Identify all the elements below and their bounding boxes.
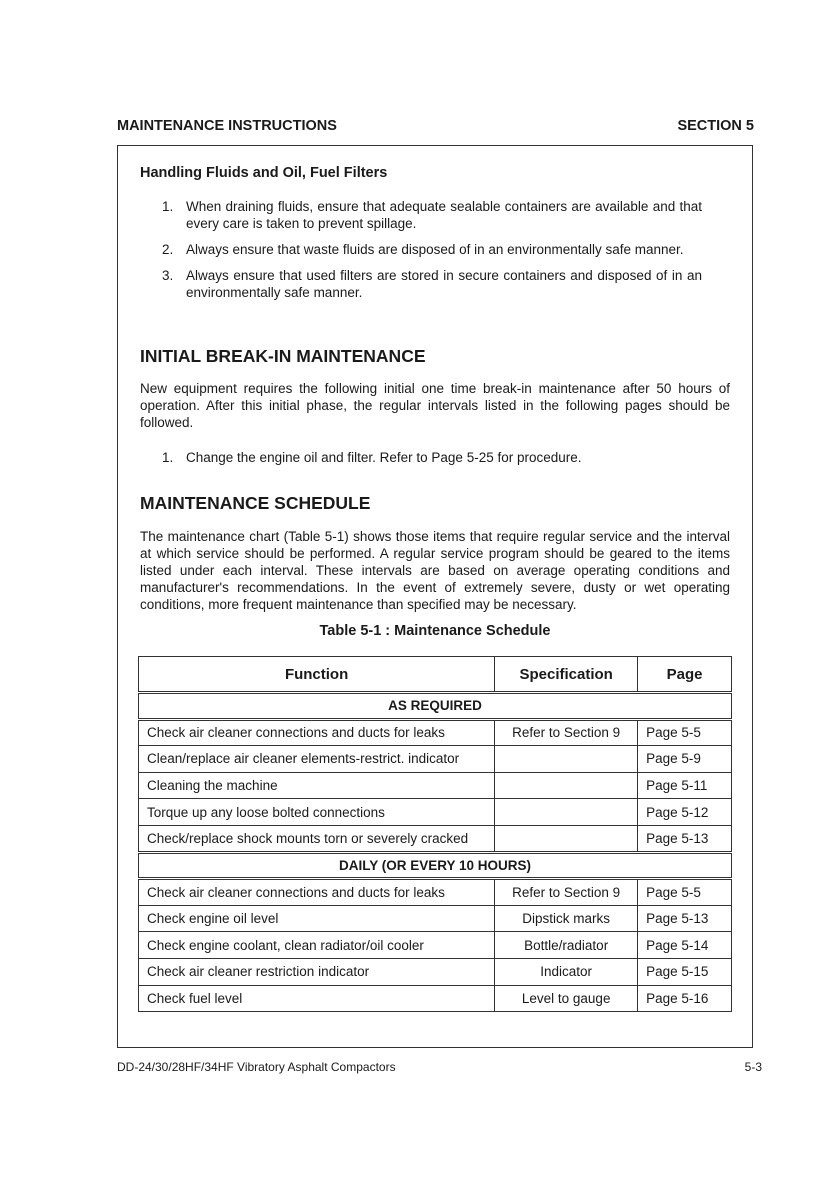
cell-page: Page 5-5 [638,719,732,746]
cell-function: Check air cleaner connections and ducts for leaks [139,879,495,906]
cell-function: Check/replace shock mounts torn or severely cracked [139,825,495,852]
item-text: When draining fluids, ensure that adequate sealable containers are available and that every care is taken to prevent spillage. [186,199,702,231]
cell-function: Check fuel level [139,985,495,1012]
item-text: Always ensure that used filters are stored in secure containers and disposed of in an environmentally safe manner. [186,268,702,300]
cell-page: Page 5-15 [638,958,732,985]
group-label: AS REQUIRED [139,693,732,720]
cell-page: Page 5-12 [638,799,732,826]
table-row [139,825,732,852]
cell-function: Check engine oil level [139,905,495,932]
cell-function: Torque up any loose bolted connections [139,799,495,826]
cell-specification [495,825,638,852]
table-header-row [139,657,732,693]
cell-function: Cleaning the machine [139,772,495,799]
breakin-heading: INITIAL BREAK-IN MAINTENANCE [140,346,426,366]
table-row [139,985,732,1012]
cell-specification: Bottle/radiator [495,932,638,959]
header-section: SECTION 5 [677,118,754,134]
table-row [139,879,732,906]
list-item [162,198,702,232]
table-row [139,719,732,746]
cell-page: Page 5-11 [638,772,732,799]
cell-page: Page 5-5 [638,879,732,906]
cell-page: Page 5-13 [638,905,732,932]
breakin-list [162,449,702,475]
cell-page: Page 5-9 [638,746,732,773]
schedule-heading: MAINTENANCE SCHEDULE [140,493,371,513]
table-row [139,799,732,826]
footer-product: DD-24/30/28HF/34HF Vibratory Asphalt Compactors [117,1060,396,1074]
footer-page-number: 5-3 [744,1060,762,1074]
header-title: MAINTENANCE INSTRUCTIONS [117,118,337,134]
schedule-paragraph: The maintenance chart (Table 5-1) shows those items that require regular service and the interval at which service should be performed. A regular service program should be geared to the items listed under each interval. These intervals are based on average operating conditions and manufacturer's recommendations. In the event of extremely severe, dusty or wet operating conditions, more frequent maintenance than specified may be necessary. [140,529,730,612]
group-row-as-required [139,693,732,720]
table-row [139,905,732,932]
page-header [117,118,754,134]
cell-function: Check air cleaner restriction indicator [139,958,495,985]
cell-function: Check engine coolant, clean radiator/oil cooler [139,932,495,959]
item-number: 1. [162,199,174,214]
cell-specification: Level to gauge [495,985,638,1012]
table-row [139,958,732,985]
cell-page: Page 5-16 [638,985,732,1012]
cell-function: Clean/replace air cleaner elements-restrict. indicator [139,746,495,773]
table-row [139,746,732,773]
cell-specification [495,746,638,773]
list-item [162,267,702,301]
item-text: Always ensure that waste fluids are disposed of in an environmentally safe manner. [186,242,684,257]
cell-page: Page 5-13 [638,825,732,852]
cell-specification: Dipstick marks [495,905,638,932]
header-page: Page [638,657,732,693]
table-row [139,772,732,799]
list-item [162,449,702,466]
fluids-heading: Handling Fluids and Oil, Fuel Filters [140,165,388,181]
table-row [139,932,732,959]
table-caption: Table 5-1 : Maintenance Schedule [319,623,551,639]
item-number: 3. [162,268,174,283]
cell-specification: Refer to Section 9 [495,879,638,906]
header-specification: Specification [495,657,638,693]
group-label: DAILY (OR EVERY 10 HOURS) [139,852,732,879]
fluids-list [162,198,702,310]
cell-specification [495,772,638,799]
cell-function: Check air cleaner connections and ducts for leaks [139,719,495,746]
cell-specification: Indicator [495,958,638,985]
item-text: Change the engine oil and filter. Refer to Page 5-25 for procedure. [186,450,582,465]
group-row-daily [139,852,732,879]
header-function: Function [139,657,495,693]
item-number: 2. [162,242,174,257]
cell-page: Page 5-14 [638,932,732,959]
cell-specification: Refer to Section 9 [495,719,638,746]
page-footer [117,1060,762,1074]
breakin-paragraph: New equipment requires the following initial one time break-in maintenance after 50 hours of operation. After this initial phase, the regular intervals listed in the following pages should be followed. [140,381,730,430]
maintenance-schedule-table [138,656,732,1012]
list-item [162,241,702,258]
item-number: 1. [162,450,174,465]
cell-specification [495,799,638,826]
